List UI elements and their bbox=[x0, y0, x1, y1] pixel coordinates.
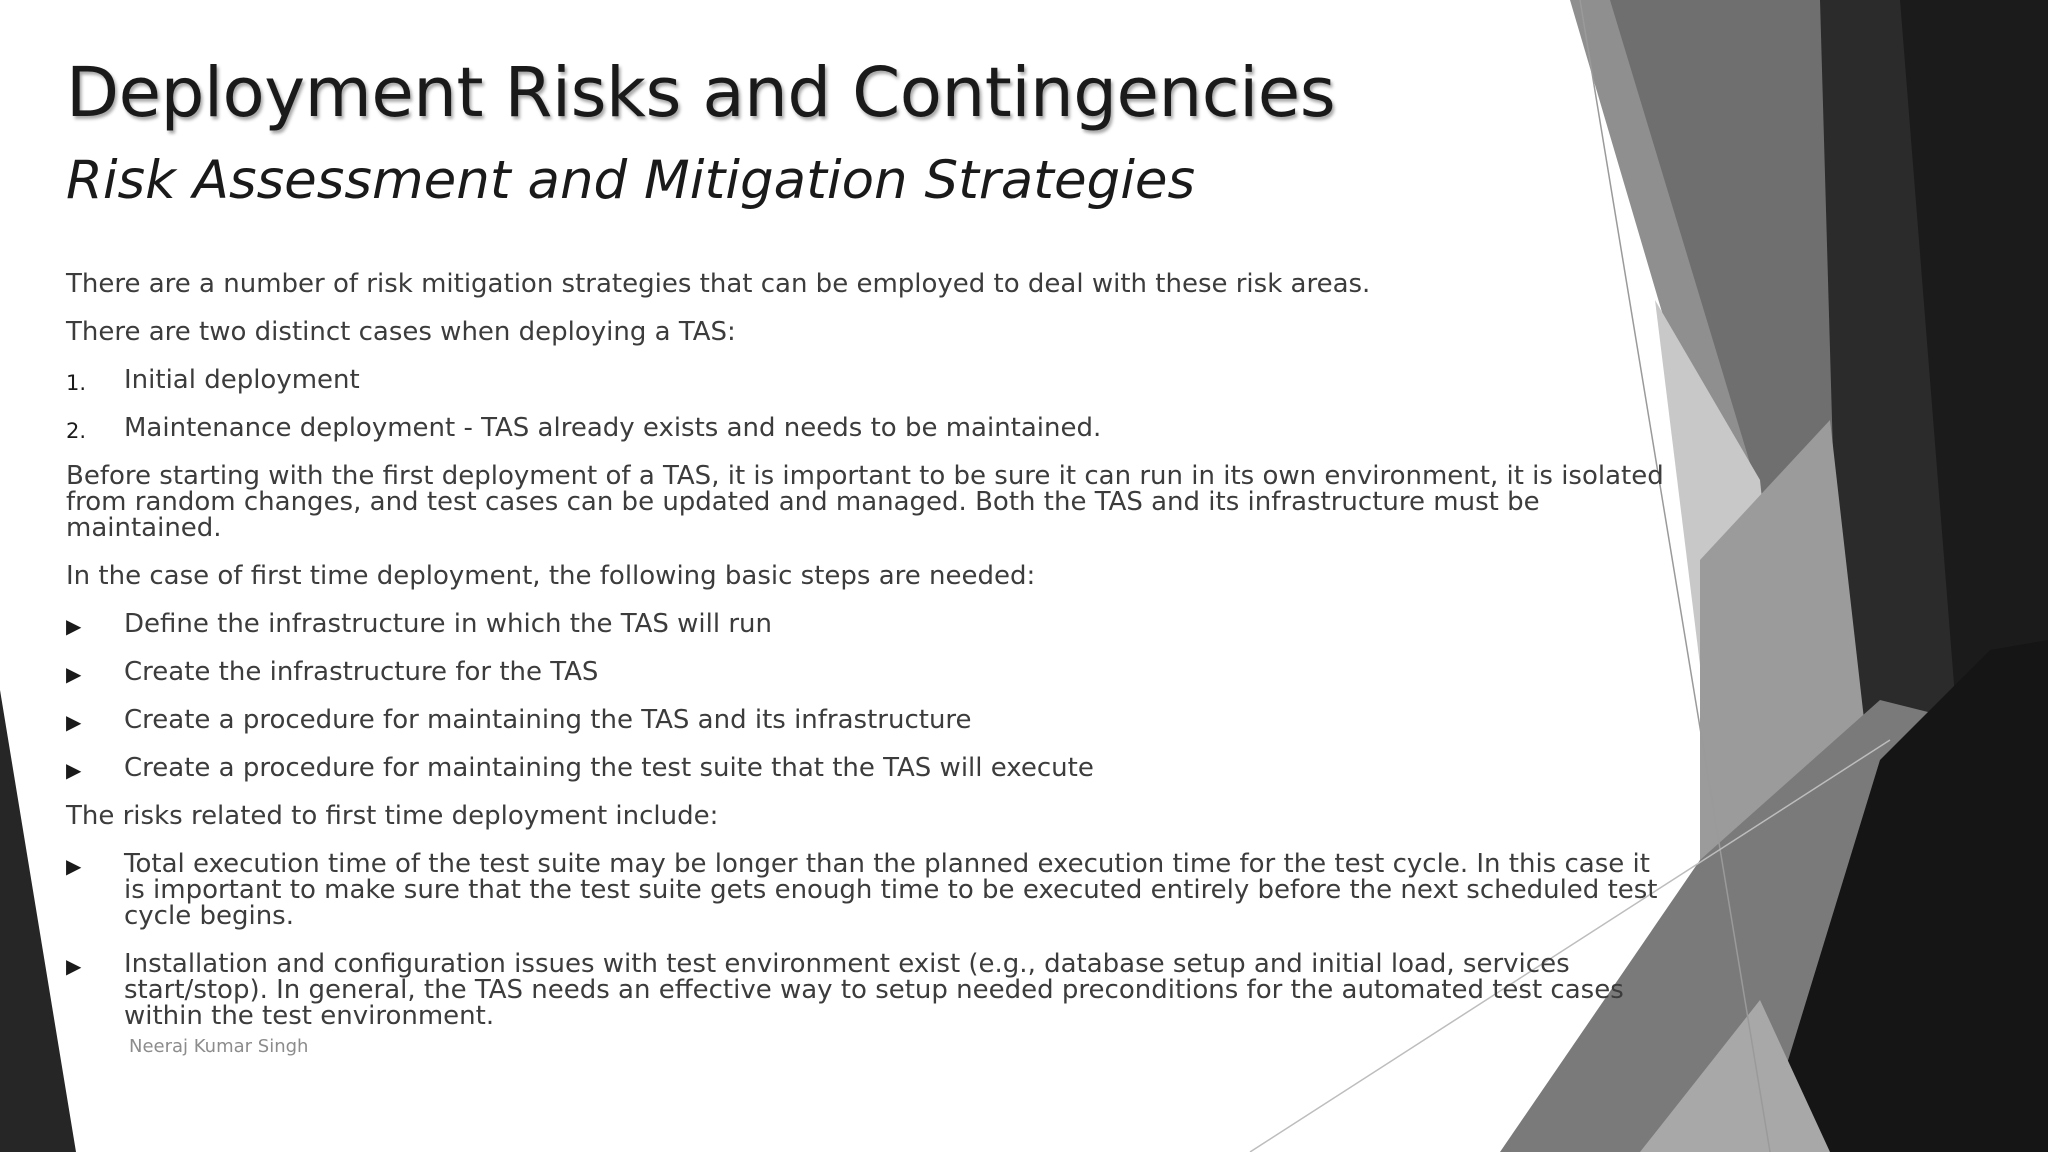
case-text: Maintenance deployment - TAS already exists and needs to be maintained. bbox=[124, 413, 1102, 443]
step-item bbox=[66, 755, 1666, 781]
step-item bbox=[66, 659, 1666, 685]
list-number: 2. bbox=[66, 419, 87, 443]
slide-subtitle: Risk Assessment and Mitigation Strategies bbox=[66, 150, 1196, 211]
step-text: Create the infrastructure for the TAS bbox=[124, 657, 599, 687]
case-item-maintenance bbox=[66, 415, 1666, 441]
triangle-bullet-icon: ▶ bbox=[66, 662, 82, 686]
step-text: Create a procedure for maintaining the TAS and its infrastructure bbox=[124, 705, 972, 735]
risk-text: Total execution time of the test suite may be longer than the planned execution time for the test cycle. In this case it is important to make sure that the test suite gets enough time to be executed entirely before the next scheduled test cycle begins. bbox=[124, 849, 1658, 931]
footer-author: Neeraj Kumar Singh bbox=[129, 1036, 309, 1057]
steps-intro-paragraph: In the case of first time deployment, the following basic steps are needed: bbox=[66, 561, 1036, 591]
intro-paragraph-1: There are a number of risk mitigation strategies that can be employed to deal with these risk areas. bbox=[66, 269, 1371, 299]
risk-item bbox=[66, 951, 1666, 1029]
risk-item bbox=[66, 851, 1666, 929]
risks-intro-paragraph: The risks related to first time deployment include: bbox=[66, 801, 719, 831]
case-text: Initial deployment bbox=[124, 365, 360, 395]
slide-title: Deployment Risks and Contingencies bbox=[66, 53, 1336, 133]
step-text: Define the infrastructure in which the TAS will run bbox=[124, 609, 772, 639]
list-number: 1. bbox=[66, 371, 87, 395]
risk-text: Installation and configuration issues with test environment exist (e.g., database setup and initial load, services start/stop). In general, the TAS needs an effective way to setup needed preconditions for the automated test cases within the test environment. bbox=[124, 949, 1624, 1031]
triangle-bullet-icon: ▶ bbox=[66, 758, 82, 782]
triangle-bullet-icon: ▶ bbox=[66, 614, 82, 638]
before-deployment-paragraph: Before starting with the first deployment of a TAS, it is important to be sure it can run in its own environment, it is isolated from random changes, and test cases can be updated and managed. Both the TAS and its infrastructure must be maintained. bbox=[66, 461, 1664, 543]
case-item-initial bbox=[66, 367, 1666, 393]
triangle-bullet-icon: ▶ bbox=[66, 710, 82, 734]
triangle-bullet-icon: ▶ bbox=[66, 954, 82, 978]
step-item bbox=[66, 707, 1666, 733]
slide-body bbox=[66, 271, 1666, 1051]
step-item bbox=[66, 611, 1666, 637]
left-dark-shape bbox=[0, 690, 76, 1152]
intro-paragraph-2: There are two distinct cases when deploying a TAS: bbox=[66, 317, 736, 347]
triangle-bullet-icon: ▶ bbox=[66, 854, 82, 878]
step-text: Create a procedure for maintaining the test suite that the TAS will execute bbox=[124, 753, 1094, 783]
